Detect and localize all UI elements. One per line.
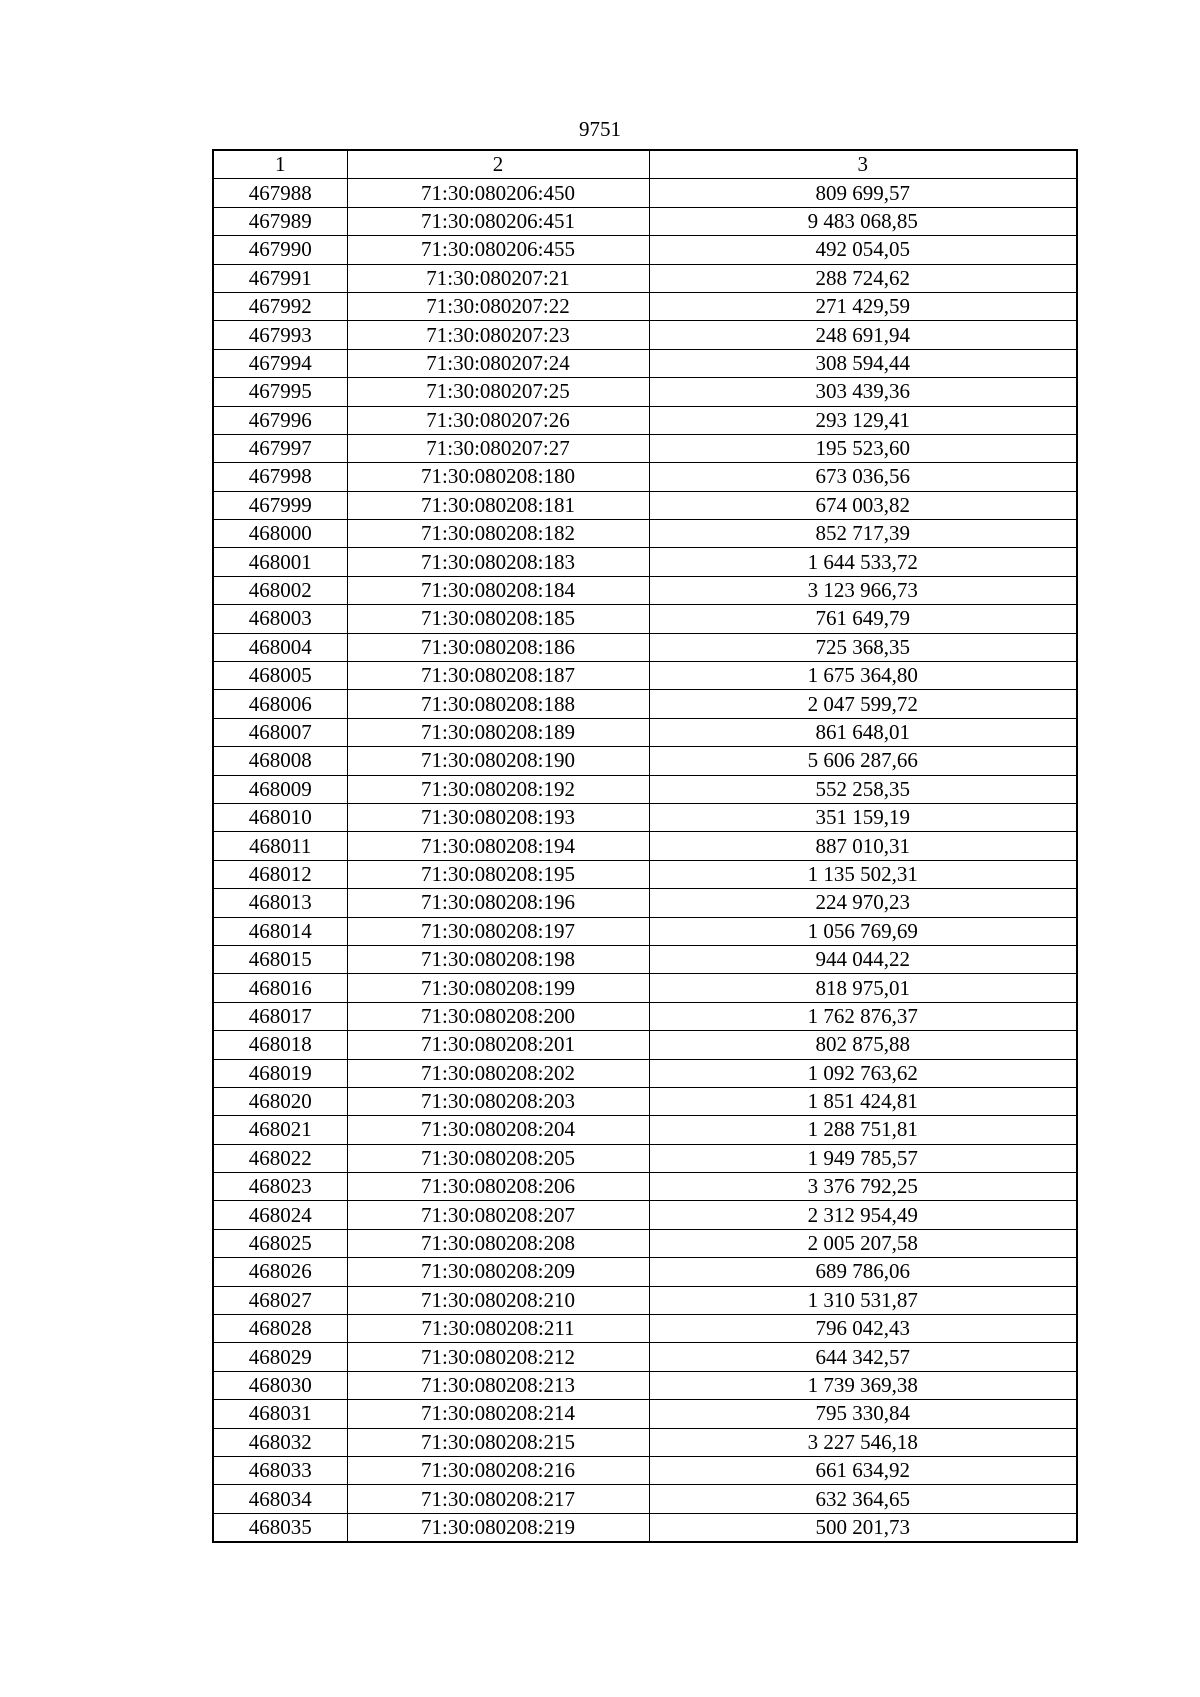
cadastral-number-cell: 71:30:080206:451: [347, 207, 649, 235]
cadastral-number-cell: 71:30:080208:207: [347, 1201, 649, 1229]
row-number-cell: 468024: [213, 1201, 347, 1229]
cadastral-number-cell: 71:30:080208:208: [347, 1229, 649, 1257]
table-row: [213, 860, 1077, 888]
value-cell: 293 129,41: [649, 406, 1077, 434]
value-cell: 802 875,88: [649, 1031, 1077, 1059]
cadastral-number-cell: 71:30:080207:23: [347, 321, 649, 349]
table-row: [213, 690, 1077, 718]
value-cell: 795 330,84: [649, 1400, 1077, 1428]
cadastral-number-cell: 71:30:080208:202: [347, 1059, 649, 1087]
cadastral-number-cell: 71:30:080208:183: [347, 548, 649, 576]
value-cell: 661 634,92: [649, 1456, 1077, 1484]
cadastral-number-cell: 71:30:080208:200: [347, 1002, 649, 1030]
table-row: [213, 662, 1077, 690]
cadastral-number-cell: 71:30:080208:212: [347, 1343, 649, 1371]
value-cell: 887 010,31: [649, 832, 1077, 860]
value-cell: 1 739 369,38: [649, 1371, 1077, 1399]
table-row: [213, 1116, 1077, 1144]
cadastral-number-cell: 71:30:080208:199: [347, 974, 649, 1002]
cadastral-number-cell: 71:30:080207:25: [347, 378, 649, 406]
header-cell-3: 3: [649, 150, 1077, 179]
value-cell: 1 762 876,37: [649, 1002, 1077, 1030]
table-row: [213, 463, 1077, 491]
table-row: [213, 718, 1077, 746]
table-row: [213, 1144, 1077, 1172]
table-header: [213, 150, 1077, 179]
table-row: [213, 1286, 1077, 1314]
row-number-cell: 468001: [213, 548, 347, 576]
value-cell: 552 258,35: [649, 775, 1077, 803]
table-row: [213, 747, 1077, 775]
value-cell: 1 644 533,72: [649, 548, 1077, 576]
cadastral-number-cell: 71:30:080208:210: [347, 1286, 649, 1314]
table-row: [213, 1059, 1077, 1087]
table-row: [213, 1258, 1077, 1286]
cadastral-number-cell: 71:30:080208:198: [347, 945, 649, 973]
registry-table: [212, 149, 1078, 1543]
table-row: [213, 520, 1077, 548]
value-cell: 2 047 599,72: [649, 690, 1077, 718]
table-row: [213, 605, 1077, 633]
cadastral-number-cell: 71:30:080208:185: [347, 605, 649, 633]
row-number-cell: 468026: [213, 1258, 347, 1286]
row-number-cell: 468011: [213, 832, 347, 860]
table-row: [213, 179, 1077, 207]
table-row: [213, 1428, 1077, 1456]
value-cell: 644 342,57: [649, 1343, 1077, 1371]
value-cell: 303 439,36: [649, 378, 1077, 406]
header-cell-2: 2: [347, 150, 649, 179]
row-number-cell: 468009: [213, 775, 347, 803]
value-cell: 761 649,79: [649, 605, 1077, 633]
table-row: [213, 491, 1077, 519]
row-number-cell: 468027: [213, 1286, 347, 1314]
cadastral-number-cell: 71:30:080208:214: [347, 1400, 649, 1428]
row-number-cell: 467998: [213, 463, 347, 491]
table-row: [213, 264, 1077, 292]
row-number-cell: 468013: [213, 889, 347, 917]
cadastral-number-cell: 71:30:080208:205: [347, 1144, 649, 1172]
table-row: [213, 576, 1077, 604]
table-row: [213, 349, 1077, 377]
value-cell: 1 056 769,69: [649, 917, 1077, 945]
table-row: [213, 1002, 1077, 1030]
table-row: [213, 1229, 1077, 1257]
table-row: [213, 292, 1077, 320]
row-number-cell: 468034: [213, 1485, 347, 1513]
page-number: 9751: [579, 117, 621, 141]
cadastral-number-cell: 71:30:080208:217: [347, 1485, 649, 1513]
row-number-cell: 468021: [213, 1116, 347, 1144]
table-row: [213, 775, 1077, 803]
row-number-cell: 468018: [213, 1031, 347, 1059]
row-number-cell: 467990: [213, 236, 347, 264]
cadastral-number-cell: 71:30:080208:188: [347, 690, 649, 718]
value-cell: 224 970,23: [649, 889, 1077, 917]
value-cell: 1 135 502,31: [649, 860, 1077, 888]
cadastral-number-cell: 71:30:080208:193: [347, 803, 649, 831]
value-cell: 1 949 785,57: [649, 1144, 1077, 1172]
cadastral-number-cell: 71:30:080208:213: [347, 1371, 649, 1399]
cadastral-number-cell: 71:30:080208:203: [347, 1087, 649, 1115]
row-number-cell: 468029: [213, 1343, 347, 1371]
row-number-cell: 468019: [213, 1059, 347, 1087]
value-cell: 3 376 792,25: [649, 1173, 1077, 1201]
row-number-cell: 468015: [213, 945, 347, 973]
value-cell: 271 429,59: [649, 292, 1077, 320]
value-cell: 3 227 546,18: [649, 1428, 1077, 1456]
table-row: [213, 207, 1077, 235]
cadastral-number-cell: 71:30:080208:181: [347, 491, 649, 519]
row-number-cell: 468023: [213, 1173, 347, 1201]
value-cell: 3 123 966,73: [649, 576, 1077, 604]
cadastral-number-cell: 71:30:080208:219: [347, 1513, 649, 1542]
row-number-cell: 467992: [213, 292, 347, 320]
cadastral-number-cell: 71:30:080208:206: [347, 1173, 649, 1201]
table-row: [213, 236, 1077, 264]
table-row: [213, 889, 1077, 917]
table-row: [213, 1400, 1077, 1428]
value-cell: 1 675 364,80: [649, 662, 1077, 690]
value-cell: 1 288 751,81: [649, 1116, 1077, 1144]
table-row: [213, 1343, 1077, 1371]
cadastral-number-cell: 71:30:080208:180: [347, 463, 649, 491]
row-number-cell: 468031: [213, 1400, 347, 1428]
row-number-cell: 468008: [213, 747, 347, 775]
table-row: [213, 1456, 1077, 1484]
value-cell: 673 036,56: [649, 463, 1077, 491]
table-row: [213, 1371, 1077, 1399]
table-row: [213, 1485, 1077, 1513]
row-number-cell: 468016: [213, 974, 347, 1002]
table-row: [213, 1087, 1077, 1115]
value-cell: 248 691,94: [649, 321, 1077, 349]
value-cell: 725 368,35: [649, 633, 1077, 661]
table-row: [213, 1201, 1077, 1229]
row-number-cell: 467994: [213, 349, 347, 377]
cadastral-number-cell: 71:30:080208:196: [347, 889, 649, 917]
table-row: [213, 974, 1077, 1002]
row-number-cell: 467995: [213, 378, 347, 406]
row-number-cell: 468002: [213, 576, 347, 604]
row-number-cell: 468004: [213, 633, 347, 661]
cadastral-number-cell: 71:30:080207:27: [347, 434, 649, 462]
cadastral-number-cell: 71:30:080208:201: [347, 1031, 649, 1059]
table-row: [213, 548, 1077, 576]
value-cell: 492 054,05: [649, 236, 1077, 264]
value-cell: 308 594,44: [649, 349, 1077, 377]
value-cell: 818 975,01: [649, 974, 1077, 1002]
cadastral-number-cell: 71:30:080206:450: [347, 179, 649, 207]
row-number-cell: 468000: [213, 520, 347, 548]
table-body: [213, 179, 1077, 1542]
row-number-cell: 468014: [213, 917, 347, 945]
value-cell: 674 003,82: [649, 491, 1077, 519]
row-number-cell: 467988: [213, 179, 347, 207]
table-row: [213, 406, 1077, 434]
table-row: [213, 832, 1077, 860]
row-number-cell: 468030: [213, 1371, 347, 1399]
value-cell: 288 724,62: [649, 264, 1077, 292]
table-row: [213, 945, 1077, 973]
value-cell: 2 312 954,49: [649, 1201, 1077, 1229]
row-number-cell: 467993: [213, 321, 347, 349]
table-row: [213, 434, 1077, 462]
row-number-cell: 468010: [213, 803, 347, 831]
row-number-cell: 468025: [213, 1229, 347, 1257]
value-cell: 1 851 424,81: [649, 1087, 1077, 1115]
header-cell-1: 1: [213, 150, 347, 179]
cadastral-number-cell: 71:30:080208:215: [347, 1428, 649, 1456]
cadastral-number-cell: 71:30:080208:186: [347, 633, 649, 661]
row-number-cell: 467991: [213, 264, 347, 292]
value-cell: 2 005 207,58: [649, 1229, 1077, 1257]
row-number-cell: 468035: [213, 1513, 347, 1542]
table-row: [213, 321, 1077, 349]
row-number-cell: 468005: [213, 662, 347, 690]
cadastral-number-cell: 71:30:080208:195: [347, 860, 649, 888]
row-number-cell: 468003: [213, 605, 347, 633]
cadastral-number-cell: 71:30:080208:209: [347, 1258, 649, 1286]
cadastral-number-cell: 71:30:080208:216: [347, 1456, 649, 1484]
value-cell: 195 523,60: [649, 434, 1077, 462]
cadastral-number-cell: 71:30:080208:204: [347, 1116, 649, 1144]
cadastral-number-cell: 71:30:080208:192: [347, 775, 649, 803]
row-number-cell: 468017: [213, 1002, 347, 1030]
row-number-cell: 467999: [213, 491, 347, 519]
value-cell: 809 699,57: [649, 179, 1077, 207]
value-cell: 1 310 531,87: [649, 1286, 1077, 1314]
row-number-cell: 468007: [213, 718, 347, 746]
table-row: [213, 917, 1077, 945]
value-cell: 5 606 287,66: [649, 747, 1077, 775]
table-row: [213, 1031, 1077, 1059]
cadastral-number-cell: 71:30:080208:187: [347, 662, 649, 690]
cadastral-number-cell: 71:30:080207:24: [347, 349, 649, 377]
cadastral-number-cell: 71:30:080208:211: [347, 1315, 649, 1343]
value-cell: 632 364,65: [649, 1485, 1077, 1513]
table-row: [213, 1315, 1077, 1343]
cadastral-number-cell: 71:30:080208:197: [347, 917, 649, 945]
table-row: [213, 1513, 1077, 1542]
value-cell: 9 483 068,85: [649, 207, 1077, 235]
row-number-cell: 467996: [213, 406, 347, 434]
table-row: [213, 633, 1077, 661]
cadastral-number-cell: 71:30:080207:21: [347, 264, 649, 292]
value-cell: 944 044,22: [649, 945, 1077, 973]
value-cell: 796 042,43: [649, 1315, 1077, 1343]
table-row: [213, 1173, 1077, 1201]
cadastral-number-cell: 71:30:080208:182: [347, 520, 649, 548]
value-cell: 861 648,01: [649, 718, 1077, 746]
row-number-cell: 468028: [213, 1315, 347, 1343]
value-cell: 351 159,19: [649, 803, 1077, 831]
value-cell: 500 201,73: [649, 1513, 1077, 1542]
cadastral-number-cell: 71:30:080208:189: [347, 718, 649, 746]
cadastral-number-cell: 71:30:080207:26: [347, 406, 649, 434]
row-number-cell: 468006: [213, 690, 347, 718]
row-number-cell: 468012: [213, 860, 347, 888]
cadastral-number-cell: 71:30:080208:184: [347, 576, 649, 604]
value-cell: 689 786,06: [649, 1258, 1077, 1286]
cadastral-number-cell: 71:30:080208:190: [347, 747, 649, 775]
value-cell: 1 092 763,62: [649, 1059, 1077, 1087]
row-number-cell: 468022: [213, 1144, 347, 1172]
table-row: [213, 803, 1077, 831]
row-number-cell: 467997: [213, 434, 347, 462]
row-number-cell: 468020: [213, 1087, 347, 1115]
cadastral-number-cell: 71:30:080207:22: [347, 292, 649, 320]
table-row: [213, 378, 1077, 406]
row-number-cell: 468032: [213, 1428, 347, 1456]
cadastral-number-cell: 71:30:080208:194: [347, 832, 649, 860]
cadastral-number-cell: 71:30:080206:455: [347, 236, 649, 264]
header-row: [213, 150, 1077, 179]
value-cell: 852 717,39: [649, 520, 1077, 548]
row-number-cell: 467989: [213, 207, 347, 235]
row-number-cell: 468033: [213, 1456, 347, 1484]
